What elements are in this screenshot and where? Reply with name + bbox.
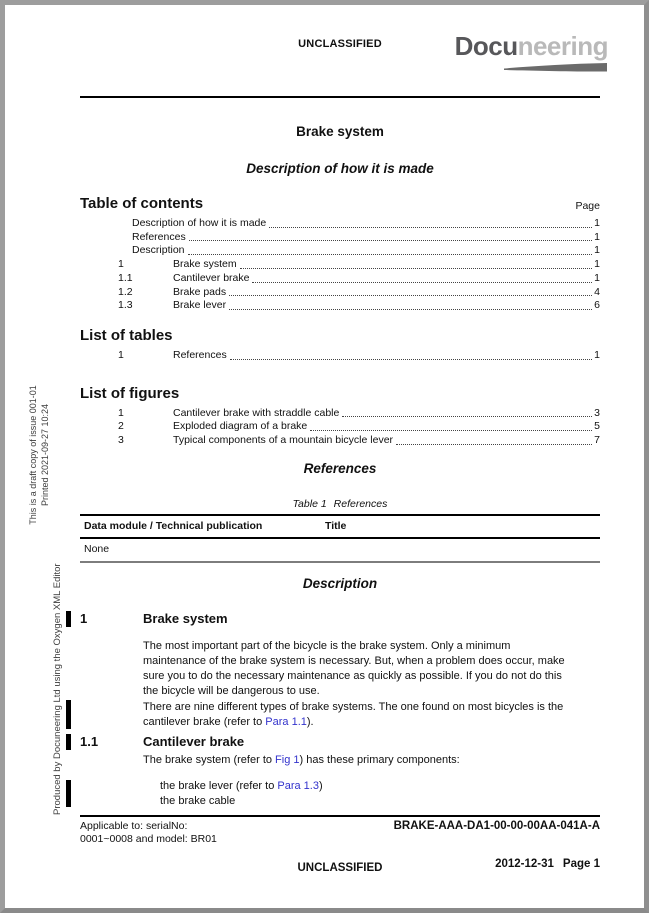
- dot-leader: [269, 227, 592, 228]
- page-header: [80, 31, 608, 96]
- section-title: Brake system: [143, 610, 228, 626]
- paragraph: The most important part of the bicycle is the brake system. Only a minimum maintenance of the brake system is necessary. But, when a problem does occur, make sure you to do the necessary maintenance as quickly as possible. If you do not do this the bicycle will be dangerous to use.: [143, 639, 565, 697]
- dot-leader: [342, 416, 592, 417]
- draft-copy-line1: This is a draft copy of issue 001-01: [28, 385, 38, 525]
- docuneering-logo: [454, 31, 608, 73]
- toc-list: [80, 217, 600, 313]
- dot-leader: [252, 282, 592, 283]
- references-table-caption: Table 1 References: [292, 497, 388, 510]
- col-data-module: Data module / Technical publication: [84, 519, 263, 532]
- change-bar: [66, 700, 71, 729]
- figure-entry[interactable]: 3 Typical components of a mountain bicycle lever 7: [118, 434, 600, 447]
- figure-entry[interactable]: 2 Exploded diagram of a brake 5: [118, 420, 600, 433]
- toc-entry[interactable]: References 1: [132, 230, 600, 243]
- change-bar: [66, 780, 71, 807]
- list-of-figures: [80, 407, 600, 448]
- component-list: [143, 779, 575, 809]
- description-heading: Description: [302, 575, 378, 591]
- footer-rule: [80, 815, 600, 817]
- fig-1-link[interactable]: Fig 1: [275, 753, 300, 766]
- list-item: the brake cable: [160, 794, 236, 807]
- paragraph: The brake system (refer to Fig 1) has these primary components:: [143, 753, 460, 766]
- section-1-1-heading-row: [80, 734, 600, 750]
- logo-text-light: neering: [517, 31, 608, 61]
- issue-date: 2012-12-31: [495, 858, 554, 870]
- logo-swoosh-icon: [504, 63, 607, 73]
- dot-leader: [188, 254, 593, 255]
- list-of-tables-heading: List of tables: [80, 326, 173, 344]
- figure-entry[interactable]: 1 Cantilever brake with straddle cable 3: [118, 406, 600, 419]
- header-rule: [80, 96, 600, 98]
- dot-leader: [230, 359, 592, 360]
- list-of-tables: [80, 349, 600, 363]
- para-1-1-link[interactable]: Para 1.1: [265, 715, 307, 728]
- section-number: 1.1: [80, 733, 99, 749]
- toc-entry[interactable]: 1.1 Cantilever brake 1: [118, 271, 600, 284]
- classification-bottom: UNCLASSIFIED: [297, 862, 383, 874]
- section-1-body: [143, 639, 575, 730]
- document-subtitle: Description of how it is made: [246, 161, 434, 176]
- references-table: [80, 514, 600, 563]
- toc-entry[interactable]: 1.2 Brake pads 4: [118, 285, 600, 298]
- logo-text-dark: Docu: [454, 31, 518, 61]
- page-footer: [80, 815, 600, 876]
- dot-leader: [396, 444, 592, 445]
- dot-leader: [310, 430, 592, 431]
- paragraph: There are nine different types of brake systems. The one found on most bicycles is the cantilever brake (refer to Para 1.1).: [143, 700, 575, 730]
- toc-heading: Table of contents: [80, 195, 204, 212]
- table-entry[interactable]: 1 References 1: [118, 348, 600, 361]
- section-number: 1: [80, 610, 88, 626]
- draft-copy-line2: Printed 2021-09-27 10:24: [40, 403, 50, 507]
- section-title: Cantilever brake: [143, 733, 245, 749]
- references-table-row: None: [80, 539, 600, 563]
- dot-leader: [229, 295, 592, 296]
- dot-leader: [229, 309, 592, 310]
- para-1-3-link[interactable]: Para 1.3: [277, 779, 319, 792]
- date-and-page: [495, 858, 600, 871]
- toc-page-label: Page: [575, 200, 600, 212]
- col-title: Title: [325, 519, 347, 532]
- change-bar: [66, 734, 71, 750]
- list-item: the brake lever (refer to Para 1.3): [160, 779, 323, 792]
- draft-copy-note: [27, 370, 51, 540]
- list-of-figures-heading: List of figures: [80, 384, 180, 402]
- document-title: Brake system: [296, 124, 384, 139]
- section-1-1-body: [143, 753, 575, 809]
- produced-by-note: Produced by Docuneering Ltd using the Oxygen XML Editor: [52, 563, 63, 815]
- toc-heading-row: [80, 195, 600, 212]
- applicability-note: Applicable to: serialNo: 0001~0008 and model: BR01: [80, 820, 217, 845]
- toc-entry[interactable]: Description of how it is made 1: [132, 217, 600, 229]
- section-1-heading-row: [80, 611, 600, 627]
- toc-entry[interactable]: Description 1: [132, 244, 600, 257]
- references-heading: References: [303, 460, 377, 476]
- toc-entry[interactable]: 1.3 Brake lever 6: [118, 299, 600, 312]
- change-bar: [66, 611, 71, 627]
- data-module-code: BRAKE-AAA-DA1-00-00-00AA-041A-A: [393, 820, 600, 832]
- dot-leader: [189, 240, 592, 241]
- toc-entry[interactable]: 1 Brake system 1: [118, 258, 600, 271]
- page-number: Page 1: [562, 858, 600, 870]
- dot-leader: [240, 268, 593, 269]
- classification-top: UNCLASSIFIED: [298, 38, 382, 50]
- references-table-header: [80, 516, 600, 539]
